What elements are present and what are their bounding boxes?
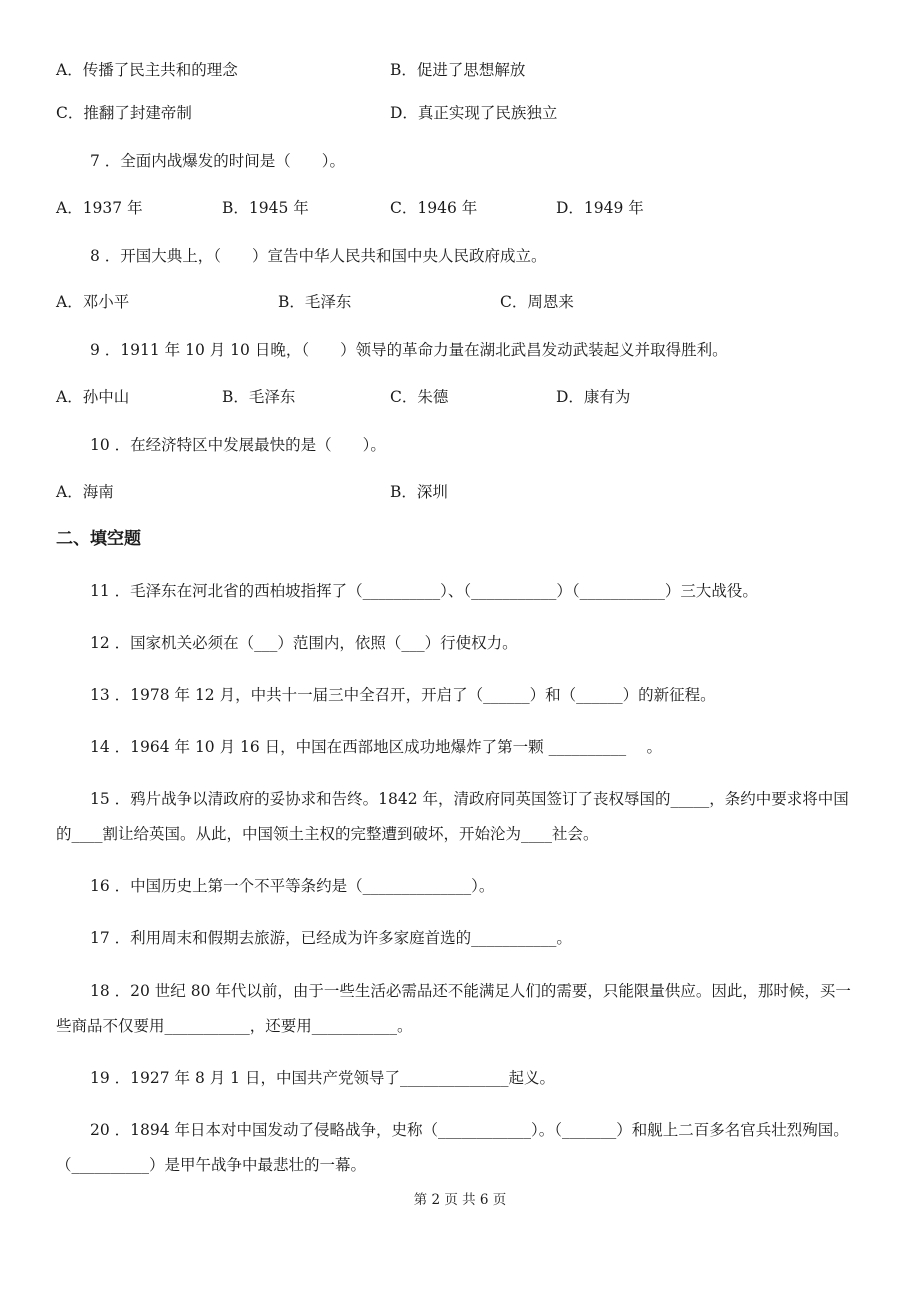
q9-option-d: D．康有为 [556,388,631,406]
q6-option-d: D．真正实现了民族独立 [390,104,558,122]
q6-option-b: B．促进了思想解放 [390,61,526,79]
q6-option-a: A．传播了民主共和的理念 [56,61,238,79]
q7-option-a: A．1937 年 [56,199,143,217]
q7-option-c: C．1946 年 [390,199,478,217]
q7-option-b: B．1945 年 [222,199,309,217]
q12-text: 12 ．国家机关必须在（___）范围内，依照（___）行使权力。 [90,634,518,652]
q9-option-c: C．朱德 [390,388,449,406]
q15-text-line2: 的____割让给英国。从此，中国领土主权的完整遭到破坏，开始沦为____社会。 [56,825,599,843]
q7-stem: 7 ．全面内战爆发的时间是（ ）。 [90,152,346,170]
page-number-footer: 第 2 页 共 6 页 [413,1192,507,1208]
q20-text-line2: （__________）是甲午战争中最悲壮的一幕。 [56,1156,367,1174]
q8-option-c: C．周恩来 [500,293,574,311]
q20-text-line1: 20 ．1894 年日本对中国发动了侵略战争，史称（____________）。（_______）和舰上二百多名官兵壮烈殉国。 [90,1121,849,1139]
q8-option-a: A．邓小平 [56,293,130,311]
q15-text-line1: 15 ．鸦片战争以清政府的妥协求和告终。1842 年，清政府同英国签订了丧权辱国的_____，条约中要求将中国 [90,790,849,808]
q18-text-line1: 18 ．20 世纪 80 年代以前，由于一些生活必需品还不能满足人们的需要，只能限量供应。因此，那时候，买一 [90,982,851,1000]
q18-text-line2: 些商品不仅要用___________，还要用___________。 [56,1017,413,1035]
q16-text: 16 ．中国历史上第一个不平等条约是（______________）。 [90,877,495,895]
q17-text: 17 ．利用周末和假期去旅游，已经成为许多家庭首选的___________。 [90,929,572,947]
q13-text: 13 ．1978 年 12 月，中共十一届三中全召开，开启了（______）和（______）的新征程。 [90,686,716,704]
q9-option-b: B．毛泽东 [222,388,296,406]
q10-option-a: A．海南 [56,483,114,501]
section-heading-fill-in-blank: 二、填空题 [56,529,141,549]
q11-text: 11 ．毛泽东在河北省的西柏坡指挥了（__________）、（___________）（___________）三大战役。 [90,582,758,600]
q6-option-c: C．推翻了封建帝制 [56,104,192,122]
q8-option-b: B．毛泽东 [278,293,352,311]
q9-stem: 9 ．1911 年 10 月 10 日晚，（ ）领导的革命力量在湖北武昌发动武装起义并取得胜利。 [90,341,728,359]
q7-option-d: D．1949 年 [556,199,644,217]
q10-stem: 10 ．在经济特区中发展最快的是（ ）。 [90,436,386,454]
q19-text: 19 ．1927 年 8 月 1 日，中国共产党领导了______________起义。 [90,1069,555,1087]
q10-option-b: B．深圳 [390,483,448,501]
q9-option-a: A．孙中山 [56,388,130,406]
q8-stem: 8 ．开国大典上，（ ）宣告中华人民共和国中央人民政府成立。 [90,247,547,265]
q14-text: 14 ．1964 年 10 月 16 日，中国在西部地区成功地爆炸了第一颗 __________ 。 [90,738,663,756]
